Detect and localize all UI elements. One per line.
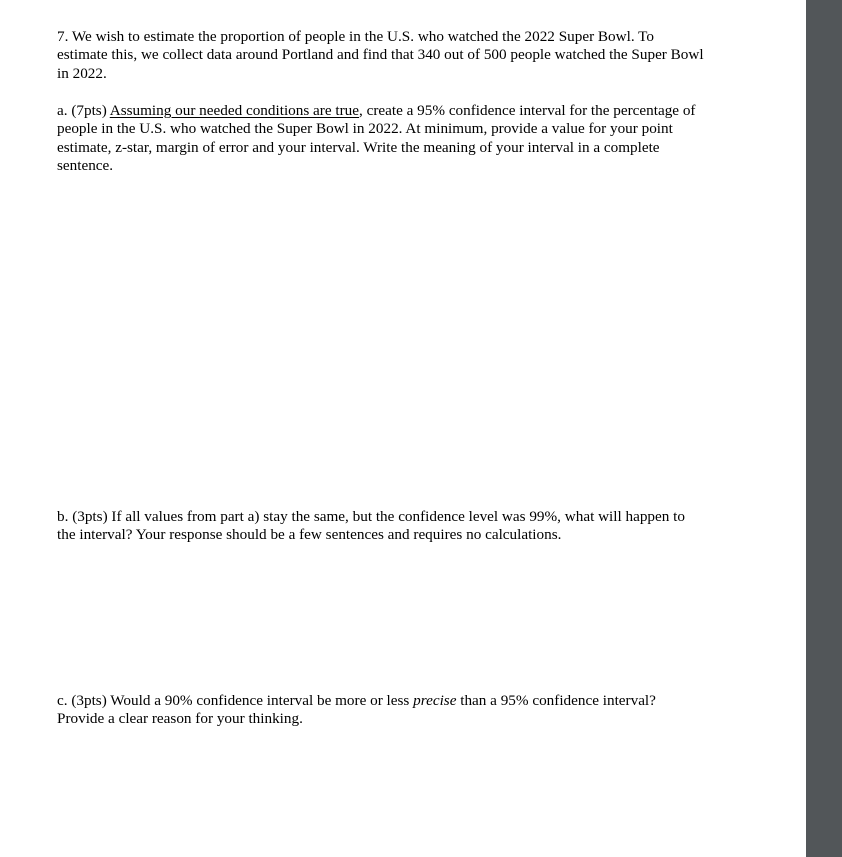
part-a-line: people in the U.S. who watched the Super Bowl in 2022. At minimum, provide a value for your point: [57, 120, 673, 138]
part-c-text: [57, 692, 797, 729]
question-7-line: in 2022.: [57, 64, 107, 82]
part-c-line: Provide a clear reason for your thinking.: [57, 710, 303, 728]
part-a-underlined-condition: Assuming our needed conditions are true: [109, 102, 360, 119]
part-a-line: estimate, z-star, margin of error and your interval. Write the meaning of your interval in a complete: [57, 138, 660, 156]
part-c-line1-rest: than a 95% confidence interval?: [456, 692, 656, 709]
part-a-line: sentence.: [57, 157, 114, 175]
part-a-text: [57, 102, 797, 176]
question-7-line: estimate this, we collect data around Portland and find that 340 out of 500 people watched the Super Bowl: [57, 46, 704, 64]
part-b-text: [57, 508, 797, 545]
question-7-text: [57, 28, 797, 83]
viewer-gray-margin: [806, 0, 842, 857]
part-c-line1-start: c. (3pts) Would a 90% confidence interval be more or less: [57, 692, 414, 709]
part-a-line1-rest: , create a 95% confidence interval for the percentage of: [359, 102, 696, 119]
part-c-line: [57, 692, 797, 710]
part-a-label: a. (7pts): [57, 102, 110, 119]
question-7-line: 7. We wish to estimate the proportion of people in the U.S. who watched the 2022 Super Bowl. To: [57, 28, 654, 45]
part-b-line: b. (3pts) If all values from part a) stay the same, but the confidence level was 99%, what will happen to: [57, 508, 685, 525]
part-a-line: [57, 102, 797, 120]
part-b-line: the interval? Your response should be a few sentences and requires no calculations.: [57, 526, 562, 544]
part-c-italic-precise: precise: [413, 692, 457, 709]
